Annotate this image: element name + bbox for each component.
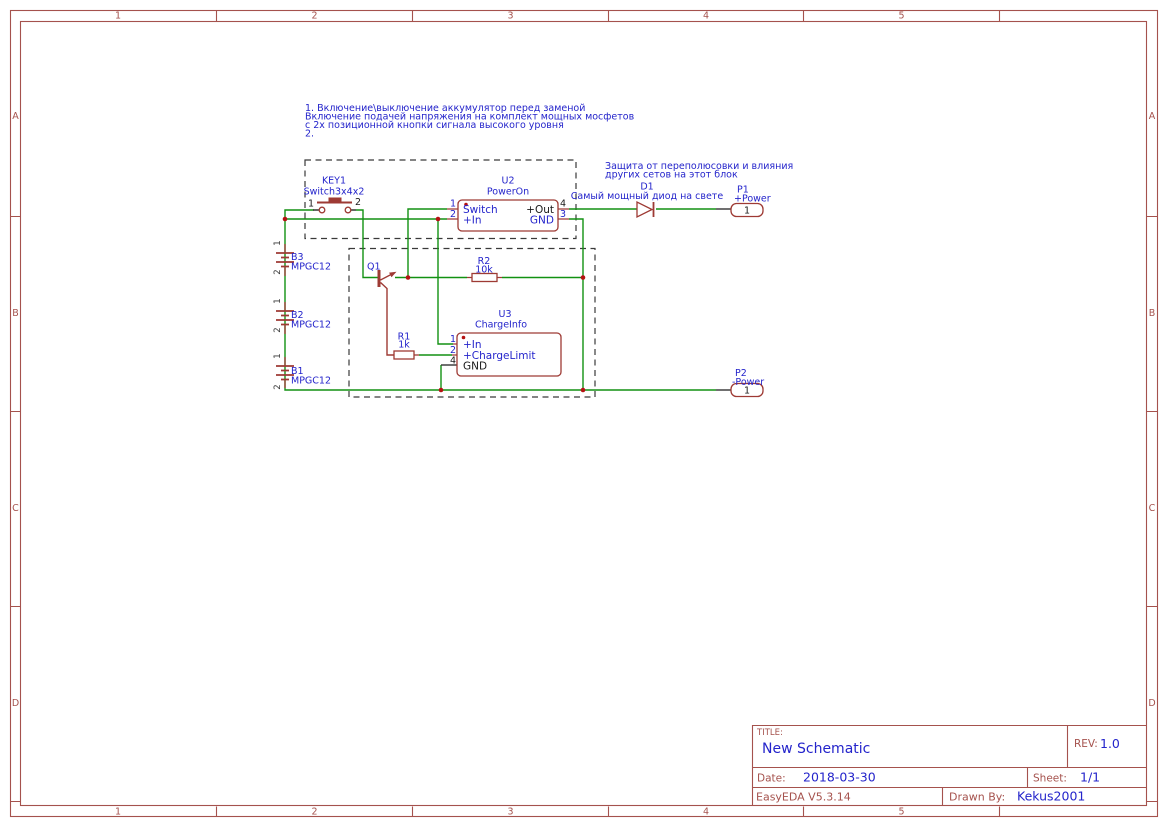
key1-button [329,198,342,203]
b2-pin1-number: 1 [273,298,283,304]
p2-pin-number: 1 [743,385,751,397]
component-u3 [441,309,561,376]
u2-pin3-name: GND [529,214,554,227]
component-b1 [273,353,331,389]
key1-contact-left [319,207,325,213]
frame-inner-border [21,22,1147,806]
note-reverse-polarity [605,161,793,181]
note2-line2: других сетов на этот блок [605,169,738,181]
b1-value: MPGC12 [291,375,332,387]
u2-value: PowerOn [486,186,530,198]
drawn-by-label: Drawn By: [949,790,1006,804]
component-r1 [394,332,419,360]
b3-pin1-number: 1 [273,240,283,246]
q1-base-bar [378,270,381,287]
p1-net-name: +Power [734,193,771,205]
frame-ticks [11,11,1158,817]
frame-col-label-top-1: 1 [114,10,122,22]
p2-net-name: -Power [732,377,765,388]
b1-ref: B1 [291,366,304,377]
frame-row-label-right-c: C [1148,503,1156,514]
component-b2 [273,298,331,334]
wire-plusin-to-u3 [438,219,453,344]
note2-line1: Защита от переполюсовки и влияния [605,161,794,172]
frame-outer-border [11,11,1158,817]
junction-dot [439,388,444,393]
title-block [753,726,1147,806]
junction-dot [581,388,586,393]
u3-value: ChargeInfo [474,319,528,331]
junction-dot [581,275,586,280]
frame-row-label-left-a: A [12,111,19,122]
frame-row-label-left-b: B [12,308,19,319]
u3-pin2-number: 2 [449,345,456,356]
u2-pin1-name: Switch [463,204,498,216]
u3-pin2-name: +ChargeLimit [463,350,536,362]
frame-row-label-left-d: D [11,698,20,709]
b2-value: MPGC12 [291,319,332,331]
wire-u2-gnd-down [569,219,583,390]
frame-col-label-bottom-4: 4 [702,806,710,818]
b3-ref: B3 [291,252,304,263]
u3-pin1-name: +In [463,339,482,351]
component-r2 [467,256,502,282]
b2-pin2-number: 2 [273,327,283,333]
component-u2 [447,176,569,232]
sheet-label: Sheet: [1033,772,1067,785]
r2-value: 10k [475,264,493,276]
u2-pin2-name: +In [463,214,482,227]
p1-ref: P1 [737,184,749,196]
date-label: Date: [757,772,786,785]
q1-ref: Q1 [367,261,381,273]
frame-col-label-bottom-1: 1 [114,806,122,818]
key1-value: Switch3x4x2 [303,186,365,198]
frame-col-label-bottom-5: 5 [898,806,905,818]
frame-row-label-left-c: C [12,503,19,514]
frame-col-label-top-4: 4 [702,10,710,22]
frame-row-label-right-a: A [1148,111,1156,122]
frame-col-label-top-2: 2 [311,10,318,22]
component-d1 [571,182,724,218]
note-power-switching [305,103,635,140]
b2-ref: B2 [291,310,304,321]
u2-pin1-number: 1 [449,198,456,210]
frame-row-label-right-b: B [1148,308,1156,319]
d1-anode-triangle [637,202,652,217]
r2-ref: R2 [477,256,491,267]
d1-value: Самый мощный диод на свете [570,191,724,202]
date-value: 2018-03-30 [803,769,876,785]
schematic-title: New Schematic [762,741,871,757]
software-version: EasyEDA V5.3.14 [756,790,851,804]
note1-line2: Включение подачей напряжения на комплект мощных мосфетов [305,111,635,123]
note1-line3: с 2х позиционной кнопки сигнала высокого уровня [305,120,564,131]
component-p2 [716,368,764,397]
key1-pin1-number: 1 [307,198,314,210]
b1-pin1-number: 1 [273,353,283,359]
d1-ref: D1 [640,181,654,193]
frame-col-label-bottom-2: 2 [311,806,318,818]
component-p1 [716,185,771,217]
sheet-value: 1/1 [1080,769,1101,785]
b3-value: MPGC12 [291,261,332,273]
junction-dot [406,275,411,280]
u3-pin1-number: 1 [449,334,456,345]
u2-pin2-number: 2 [449,209,456,220]
r1-ref: R1 [397,331,411,343]
b1-pin2-number: 2 [273,384,283,390]
frame-col-label-bottom-3: 3 [507,806,514,818]
junction-dot [436,217,441,222]
u3-pin4-number: 4 [449,355,456,367]
u2-ref: U2 [501,175,515,187]
key1-contact-right [345,207,351,213]
p2-ref: P2 [735,368,747,379]
note1-line1: 1. Включение\выключение аккумулятор перед заменой [305,103,586,114]
u3-ref: U3 [498,309,512,320]
rev-value: 1.0 [1100,736,1120,751]
p1-pin-number: 1 [743,205,751,217]
frame-col-label-top-5: 5 [898,10,905,22]
component-q1 [367,262,397,356]
note1-line4: 2. [305,128,315,140]
frame-row-label-right-d: D [1148,698,1156,709]
r1-body [394,351,414,359]
key1-ref: KEY1 [321,175,347,187]
u2-pin4-number: 4 [560,198,567,210]
junction-dot [283,217,288,222]
u2-pin3-number: 3 [560,209,567,220]
u3-pin4-name: GND [463,360,488,373]
component-key1 [304,176,365,213]
key1-pin2-number: 2 [355,197,362,208]
b3-pin2-number: 2 [273,269,283,275]
frame-col-label-top-3: 3 [507,10,514,22]
rev-label: REV: [1074,738,1098,750]
title-label: TITLE: [757,728,783,738]
q1-collector-lead [381,283,395,356]
sheet-frame [11,11,1158,818]
q1-emitter-arrow [389,272,396,278]
r1-value: 1k [398,339,410,351]
drawn-by-value: Kekus2001 [1017,788,1086,804]
component-b3 [273,240,331,276]
u2-pin4-name: +Out [526,204,554,216]
